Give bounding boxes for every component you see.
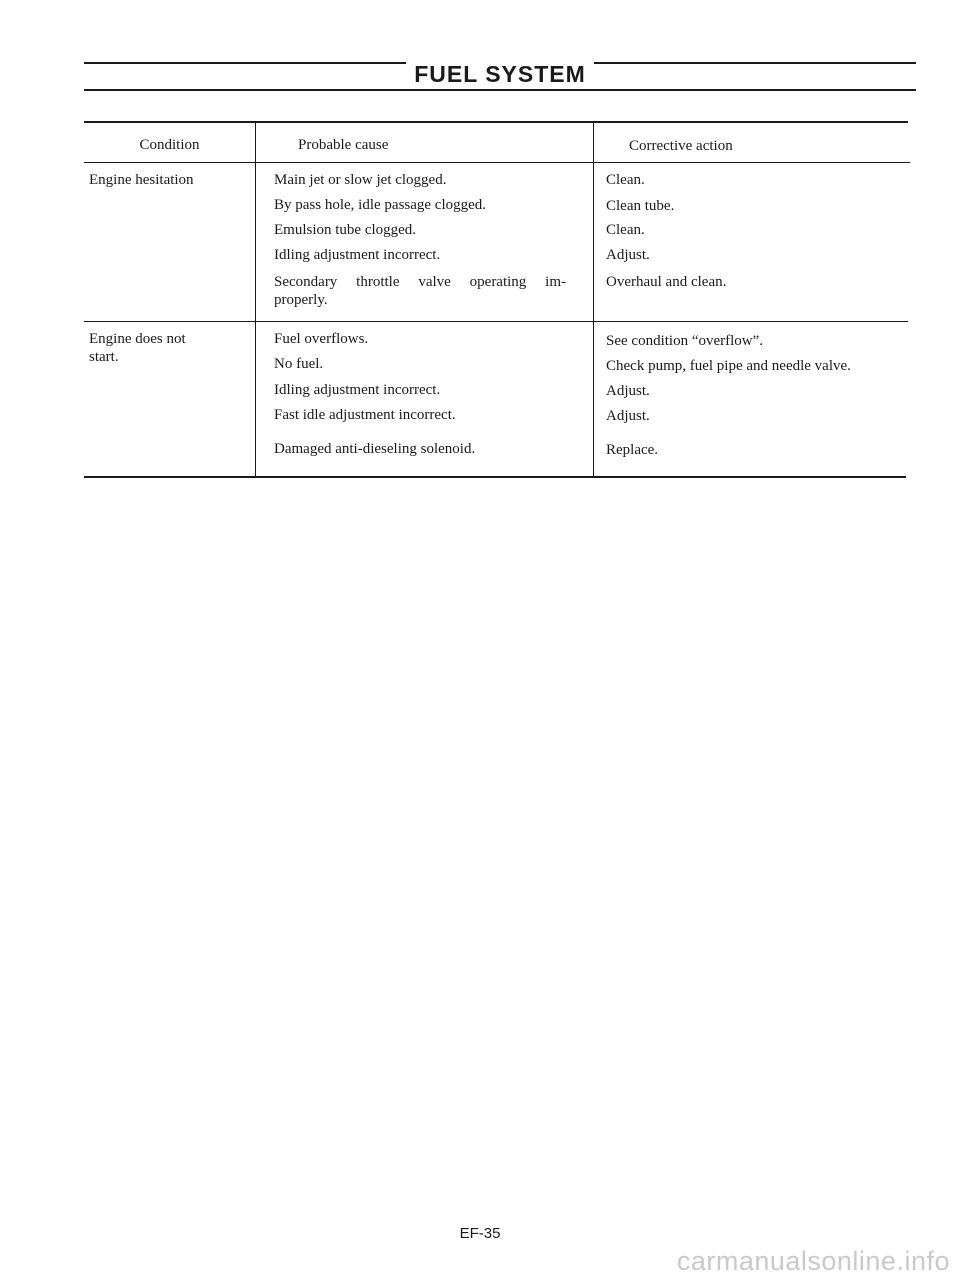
cause-cell: Fast idle adjustment incorrect. <box>274 407 456 423</box>
cause-cell: Fuel overflows. <box>274 331 369 347</box>
watermark: carmanualsonline.info <box>676 1246 950 1276</box>
page-number: EF-35 <box>459 1225 501 1242</box>
column-header-probable-cause: Probable cause <box>298 137 389 153</box>
page-title <box>84 60 916 88</box>
condition-cell: Engine does not <box>89 331 186 347</box>
cause-cell-continuation: properly. <box>274 292 328 308</box>
table-column-divider <box>593 122 594 477</box>
table-rule-bottom <box>84 476 906 478</box>
cause-cell: Idling adjustment incorrect. <box>274 382 441 398</box>
cause-word: im- <box>545 274 566 290</box>
action-cell: Overhaul and clean. <box>606 274 727 290</box>
action-cell: Adjust. <box>606 247 650 263</box>
condition-cell: Engine hesitation <box>89 172 194 188</box>
action-cell: Adjust. <box>606 408 650 424</box>
cause-cell: Idling adjustment incorrect. <box>274 247 441 263</box>
cause-cell: Damaged anti-dieseling solenoid. <box>274 441 476 457</box>
action-cell: Clean. <box>606 222 645 238</box>
action-cell: Replace. <box>606 442 659 458</box>
action-cell: Check pump, fuel pipe and needle valve. <box>606 358 851 374</box>
cause-word: operating <box>469 274 527 290</box>
action-cell: See condition “overflow”. <box>606 333 764 349</box>
action-cell: Adjust. <box>606 383 650 399</box>
cause-word: throttle <box>356 274 400 290</box>
table-header-separator <box>84 162 910 163</box>
page-title-text: FUEL SYSTEM <box>406 61 594 87</box>
cause-cell: Main jet or slow jet clogged. <box>274 172 447 188</box>
action-cell: Clean tube. <box>606 198 675 214</box>
table-row-separator <box>84 321 908 322</box>
cause-word: Secondary <box>274 274 338 290</box>
cause-cell-justified <box>274 273 566 292</box>
cause-cell: By pass hole, idle passage clogged. <box>274 197 487 213</box>
cause-word: valve <box>418 274 451 290</box>
cause-cell: No fuel. <box>274 356 324 372</box>
cause-cell: Emulsion tube clogged. <box>274 222 417 238</box>
condition-cell-continuation: start. <box>89 349 119 365</box>
table-column-divider <box>255 122 256 477</box>
header-rule-bottom <box>84 89 916 91</box>
table-rule-top <box>84 121 908 123</box>
action-cell: Clean. <box>606 172 645 188</box>
column-header-condition: Condition <box>139 137 200 153</box>
column-header-corrective-action: Corrective action <box>629 138 733 154</box>
